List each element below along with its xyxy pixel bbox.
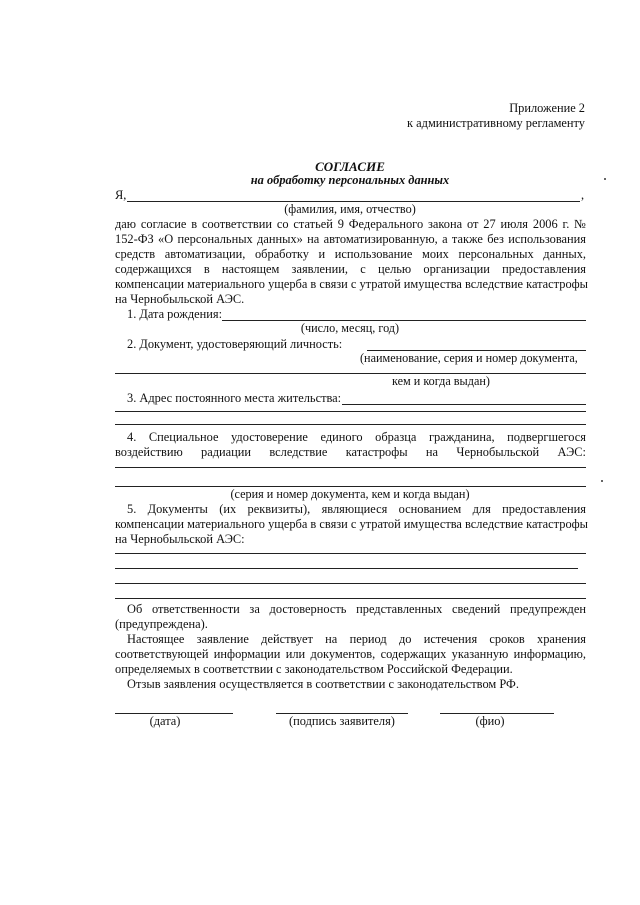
birth-date-label: 1. Дата рождения:	[127, 307, 223, 321]
consent-line-4: содержащихся в настоящем заявлении, с целью организации предоставления	[115, 262, 586, 276]
address-field-3[interactable]	[115, 424, 586, 425]
consent-line-3: средств автоматизации, обработку и использование моих персональных данных,	[115, 247, 586, 261]
scan-speck	[601, 480, 603, 482]
document-subtitle: на обработку персональных данных	[250, 173, 450, 187]
birth-date-hint: (число, месяц, год)	[300, 321, 400, 335]
identity-document-label: 2. Документ, удостоверяющий личность:	[127, 337, 343, 351]
documents-field-1[interactable]	[115, 553, 586, 554]
documents-line-2: компенсации материального ущерба в связи с утратой имущества вследствие катастрофы	[115, 517, 588, 531]
name-label: (фио)	[475, 714, 505, 728]
documents-line-1: 5. Документы (их реквизиты), являющиеся основанием для предоставления	[127, 502, 586, 516]
documents-field-2[interactable]	[115, 568, 578, 569]
identity-document-field-2[interactable]	[115, 373, 586, 374]
consent-line-5: компенсации материального ущерба в связи с утратой имущества вследствие катастрофы	[115, 277, 588, 291]
consent-line-6: на Чернобыльской АЭС.	[115, 292, 245, 306]
validity-line-2: соответствующей информации или документов, содержащих указанную информацию,	[115, 647, 586, 661]
revocation-text: Отзыв заявления осуществляется в соответствии с законодательством РФ.	[127, 677, 519, 691]
consent-line-1: даю согласие в соответствии со статьей 9 Федерального закона от 27 июля 2006 г. №	[115, 217, 586, 231]
address-field-2[interactable]	[115, 411, 586, 412]
appendix-number: Приложение 2	[509, 101, 585, 115]
certificate-hint: (серия и номер документа, кем и когда выдан)	[230, 487, 470, 501]
certificate-line-2: воздействию радиации вследствие катастрофы на Чернобыльской АЭС:	[115, 445, 586, 459]
signature-label: (подпись заявителя)	[289, 714, 395, 728]
document-title: СОГЛАСИЕ	[315, 159, 385, 174]
consent-line-2: 152-ФЗ «О персональных данных» на автоматизированную, а также без использования	[115, 232, 586, 246]
appendix-reference: к административному регламенту	[407, 116, 585, 130]
certificate-field-1[interactable]	[115, 467, 586, 468]
address-field[interactable]	[342, 404, 586, 405]
applicant-prefix: Я,	[115, 188, 127, 202]
date-label: (дата)	[149, 714, 181, 728]
applicant-suffix: ,	[581, 188, 585, 202]
documents-field-3[interactable]	[115, 583, 586, 584]
documents-line-3: на Чернобыльской АЭС:	[115, 532, 245, 546]
identity-document-hint-2: кем и когда выдан)	[392, 374, 490, 388]
responsibility-line-1: Об ответственности за достоверность представленных сведений предупрежден	[127, 602, 586, 616]
validity-line-1: Настоящее заявление действует на период до истечения сроков хранения	[127, 632, 586, 646]
scan-speck	[604, 178, 606, 180]
responsibility-line-2: (предупреждена).	[115, 617, 208, 631]
documents-field-4[interactable]	[115, 598, 586, 599]
certificate-line-1: 4. Специальное удостоверение единого образца гражданина, подвергшегося	[127, 430, 586, 444]
applicant-hint: (фамилия, имя, отчество)	[284, 202, 416, 216]
address-label: 3. Адрес постоянного места жительства:	[127, 391, 342, 405]
validity-line-3: определяемых в соответствии с законодательством Российской Федерации.	[115, 662, 513, 676]
identity-document-hint-1: (наименование, серия и номер документа,	[360, 351, 578, 365]
